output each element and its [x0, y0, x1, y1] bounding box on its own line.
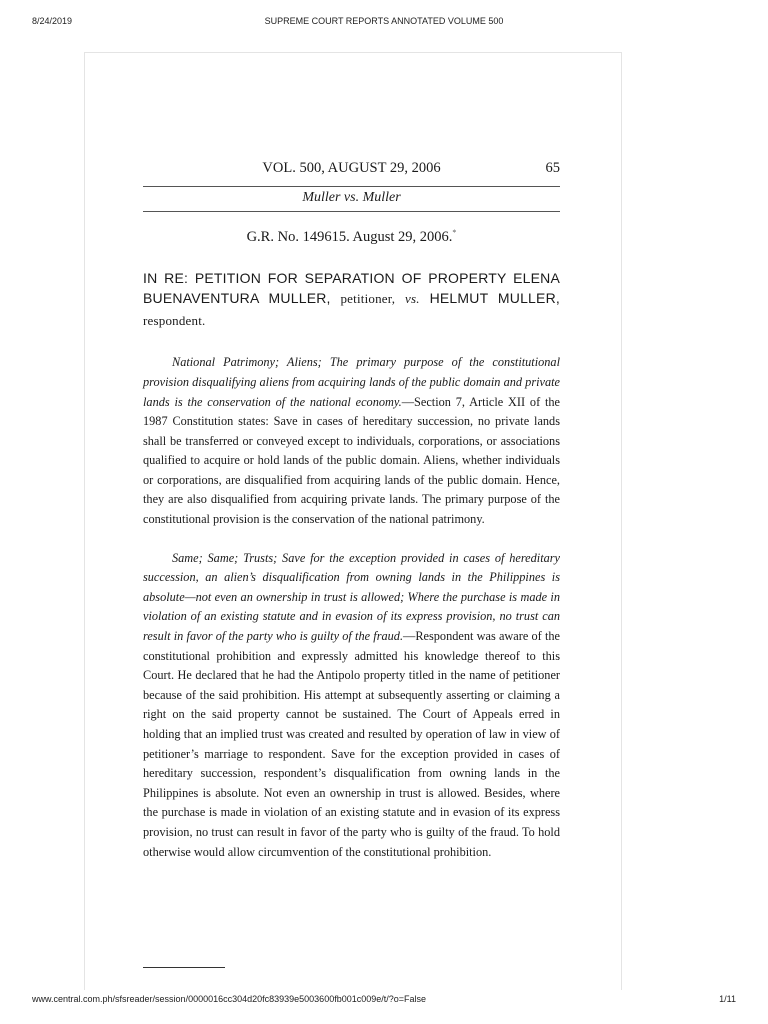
syllabus-body: —Section 7, Article XII of the 1987 Constitution states: Save in cases of hereditary succession, no private lands shall be transferred or conveyed except to individuals, corporations, or associations qualified to acquire or hold lands of the public domain. Aliens, whether individuals or corporations, are disqualified from acquiring lands of the public domain. Hence, they are also disqualified from acquiring private lands. The primary purpose of the constitutional provision is the conservation of the national patrimony.	[143, 394, 561, 527]
petitioner-role: petitioner,	[340, 291, 396, 307]
syllabus-headnote: National Patrimony; Aliens; The primary purpose of the constitutional provision disqualifying aliens from acquiring lands of the public domain and private lands is the conservation of the national economy.	[143, 355, 560, 409]
case-parties	[143, 268, 560, 332]
footnote-rule	[143, 967, 225, 968]
gr-number	[143, 228, 560, 246]
print-page-count: 1/11	[719, 994, 736, 1004]
print-header	[32, 16, 736, 30]
versus: vs.	[405, 291, 420, 307]
syllabus-body: —Respondent was aware of the constitutional prohibition and expressly admitted his knowledge thereof to this Court. He declared that he had the Antipolo property titled in the name of petitioner because of the said prohibition. His attempt at subsequently asserting or claiming a right on the said property cannot be sustained. The Court of Appeals erred in holding that an implied trust was created and resulted by operation of law in view of petitioner’s marriage to respondent. Save for the exception provided in cases of hereditary succession, respondent’s disqualification from owning lands in the Philippines is absolute. Not even an ownership in trust is allowed. Besides, where the purchase is made in violation of an existing statute and in evasion of its express provision, no trust can result in favor of the party who is guilty of the fraud. To hold otherwise would allow circumvention of the constitutional prohibition.	[143, 629, 560, 859]
volume-date: VOL. 500, AUGUST 29, 2006	[262, 160, 441, 176]
syllabus-paragraph	[143, 549, 560, 863]
header-rule-bottom	[143, 211, 560, 212]
syllabus-headnote: Same; Same; Trusts; Save for the exception provided in cases of hereditary succession, an alien’s disqualification from owning lands in the Philippines is absolute—not even an ownership in trust is allowed; Where the purchase is made in violation of an existing statute and in evasion of its express provision, no trust can result in favor of the party who is guilty of the fraud.	[143, 550, 560, 644]
print-date: 8/24/2019	[32, 16, 73, 26]
case-caption: IN RE: PETITION FOR SEPARATION OF PROPERTY ELENA BUENAVENTURA MULLER,	[143, 269, 560, 307]
print-footer	[32, 994, 736, 1008]
page-number: 65	[545, 160, 560, 176]
document-page	[143, 160, 560, 874]
page-url[interactable]: www.central.com.ph/sfsreader/session/0000016cc304d20fc83939e5003600fb001c009e/t/?o=False	[32, 994, 427, 1004]
running-head	[143, 160, 560, 182]
respondent-name: HELMUT MULLER,	[429, 290, 560, 307]
footnote-mark[interactable]: *	[452, 228, 457, 237]
respondent-role: respondent.	[143, 312, 206, 328]
gr-number-text: G.R. No. 149615. August 29, 2006.	[246, 228, 453, 245]
case-short-title: Muller vs. Muller	[302, 190, 401, 205]
print-title: SUPREME COURT REPORTS ANNOTATED VOLUME 500	[264, 16, 504, 26]
syllabus-paragraph	[143, 353, 560, 529]
